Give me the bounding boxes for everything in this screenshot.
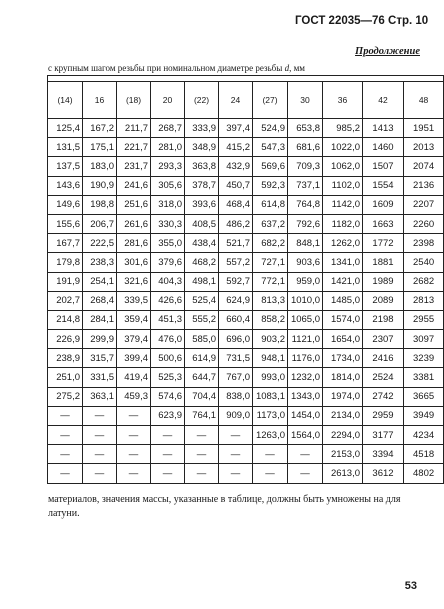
table-row <box>48 253 444 272</box>
caption-variable: d <box>284 63 290 73</box>
mass-table <box>47 75 444 484</box>
table-cell: 903,2 <box>253 330 288 349</box>
table-cell: 764,1 <box>185 406 219 425</box>
table-cell: — <box>117 406 151 425</box>
table-cell: 3949 <box>404 406 444 425</box>
table-cell: 2153,0 <box>323 445 363 464</box>
table-header-row <box>48 82 444 119</box>
table-row <box>48 330 444 349</box>
table-cell: 206,7 <box>83 214 117 233</box>
table-cell: — <box>219 445 253 464</box>
table-cell: 569,6 <box>253 157 288 176</box>
table-cell: 378,7 <box>185 176 219 195</box>
table-cell: — <box>83 464 117 483</box>
table-cell: — <box>83 426 117 445</box>
table-cell: 858,2 <box>253 310 288 329</box>
table-cell: — <box>83 445 117 464</box>
table-cell: 696,0 <box>219 330 253 349</box>
table-cell: — <box>83 406 117 425</box>
table-cell: 704,4 <box>185 387 219 406</box>
table-cell: 557,2 <box>219 253 253 272</box>
table-cell: 1574,0 <box>323 310 363 329</box>
table-row <box>48 195 444 214</box>
table-cell: 2198 <box>363 310 404 329</box>
table-cell: 1609 <box>363 195 404 214</box>
table-row <box>48 445 444 464</box>
table-cell: 585,0 <box>185 330 219 349</box>
table-cell: 355,0 <box>151 234 185 253</box>
table-cell: 521,7 <box>219 234 253 253</box>
table-cell: — <box>185 464 219 483</box>
table-cell: — <box>151 464 185 483</box>
table-cell: 2307 <box>363 330 404 349</box>
table-cell: 681,6 <box>288 138 323 157</box>
table-cell: 359,4 <box>117 310 151 329</box>
table-cell: 709,3 <box>288 157 323 176</box>
standard-number: ГОСТ 22035—76 <box>295 15 385 27</box>
table-cell: 251,0 <box>48 368 83 387</box>
table-cell: 143,6 <box>48 176 83 195</box>
table-cell: 2416 <box>363 349 404 368</box>
table-cell: 2260 <box>404 214 444 233</box>
table-cell: 3612 <box>363 464 404 483</box>
table-cell: 175,1 <box>83 138 117 157</box>
table-cell: 1022,0 <box>323 138 363 157</box>
table-cell: 948,1 <box>253 349 288 368</box>
column-header: (14) <box>48 82 83 119</box>
table-cell: 468,4 <box>219 195 253 214</box>
table-cell: 222,5 <box>83 234 117 253</box>
table-cell: — <box>151 445 185 464</box>
table-row <box>48 176 444 195</box>
table-cell: 737,1 <box>288 176 323 195</box>
table-cell: 202,7 <box>48 291 83 310</box>
table-cell: 1173,0 <box>253 406 288 425</box>
table-cell: 772,1 <box>253 272 288 291</box>
table-cell: 4518 <box>404 445 444 464</box>
table-cell: 459,3 <box>117 387 151 406</box>
table-cell: 2524 <box>363 368 404 387</box>
table-row <box>48 291 444 310</box>
table-cell: 1814,0 <box>323 368 363 387</box>
table-cell: 1102,0 <box>323 176 363 195</box>
table-cell: 281,0 <box>151 138 185 157</box>
table-row <box>48 464 444 483</box>
table-cell: 1485,0 <box>323 291 363 310</box>
table-cell: 731,5 <box>219 349 253 368</box>
table-cell: 985,2 <box>323 119 363 138</box>
table-cell: 498,1 <box>185 272 219 291</box>
table-cell: 281,6 <box>117 234 151 253</box>
table-cell: 348,9 <box>185 138 219 157</box>
table-cell: 2134,0 <box>323 406 363 425</box>
table-cell: 1554 <box>363 176 404 195</box>
table-cell: 2613,0 <box>323 464 363 483</box>
table-cell: — <box>117 426 151 445</box>
table-cell: 1989 <box>363 272 404 291</box>
column-header: 42 <box>363 82 404 119</box>
table-cell: 592,3 <box>253 176 288 195</box>
table-cell: 2294,0 <box>323 426 363 445</box>
table-cell: 1421,0 <box>323 272 363 291</box>
table-cell: — <box>117 445 151 464</box>
table-row <box>48 214 444 233</box>
table-cell: 3239 <box>404 349 444 368</box>
table-cell: 2955 <box>404 310 444 329</box>
table-cell: 238,9 <box>48 349 83 368</box>
table-cell: 1654,0 <box>323 330 363 349</box>
table-cell: 653,8 <box>288 119 323 138</box>
table-cell: 1083,1 <box>253 387 288 406</box>
caption-unit: , мм <box>289 63 305 73</box>
table-cell: 363,8 <box>185 157 219 176</box>
table-cell: 848,1 <box>288 234 323 253</box>
table-cell: 1182,0 <box>323 214 363 233</box>
table-cell: — <box>219 426 253 445</box>
table-cell: 1176,0 <box>288 349 323 368</box>
table-cell: 767,0 <box>219 368 253 387</box>
table-cell: 959,0 <box>288 272 323 291</box>
table-cell: 486,2 <box>219 214 253 233</box>
table-cell: 3665 <box>404 387 444 406</box>
table-cell: 1010,0 <box>288 291 323 310</box>
table-row <box>48 310 444 329</box>
table-cell: 2540 <box>404 253 444 272</box>
table-cell: 903,6 <box>288 253 323 272</box>
page-number: 53 <box>404 580 417 592</box>
table-cell: 1065,0 <box>288 310 323 329</box>
table-cell: 404,3 <box>151 272 185 291</box>
table-cell: 419,4 <box>117 368 151 387</box>
table-cell: 3394 <box>363 445 404 464</box>
table-cell: 155,6 <box>48 214 83 233</box>
table-cell: 476,0 <box>151 330 185 349</box>
table-cell: 268,7 <box>151 119 185 138</box>
document-header <box>295 15 429 27</box>
table-row <box>48 387 444 406</box>
table-cell: 231,7 <box>117 157 151 176</box>
table-cell: 792,6 <box>288 214 323 233</box>
table-cell: 1564,0 <box>288 426 323 445</box>
table-cell: 1454,0 <box>288 406 323 425</box>
table-cell: 3177 <box>363 426 404 445</box>
table-cell: 727,1 <box>253 253 288 272</box>
table-cell: 299,9 <box>83 330 117 349</box>
table-cell: 2682 <box>404 272 444 291</box>
table-cell: 305,6 <box>151 176 185 195</box>
table-cell: — <box>48 445 83 464</box>
table-cell: 764,8 <box>288 195 323 214</box>
table-cell: 331,5 <box>83 368 117 387</box>
table-cell: — <box>253 445 288 464</box>
table-cell: 214,8 <box>48 310 83 329</box>
table-cell: 275,2 <box>48 387 83 406</box>
table-cell: 438,4 <box>185 234 219 253</box>
table-cell: 333,9 <box>185 119 219 138</box>
table-cell: 1772 <box>363 234 404 253</box>
column-header: (18) <box>117 82 151 119</box>
table-cell: 379,6 <box>151 253 185 272</box>
table-cell: 3381 <box>404 368 444 387</box>
table-cell: 137,5 <box>48 157 83 176</box>
table-cell: 415,2 <box>219 138 253 157</box>
table-cell: 525,4 <box>185 291 219 310</box>
table-cell: 1413 <box>363 119 404 138</box>
table-caption <box>48 63 305 73</box>
table-cell: 191,9 <box>48 272 83 291</box>
table-cell: 1460 <box>363 138 404 157</box>
table-row <box>48 234 444 253</box>
table-cell: — <box>185 426 219 445</box>
table-cell: 399,4 <box>117 349 151 368</box>
table-cell: 149,6 <box>48 195 83 214</box>
table-cell: 301,6 <box>117 253 151 272</box>
table-cell: 3097 <box>404 330 444 349</box>
table-cell: 179,8 <box>48 253 83 272</box>
table-cell: 909,0 <box>219 406 253 425</box>
table-cell: 238,3 <box>83 253 117 272</box>
column-header: 30 <box>288 82 323 119</box>
table-cell: 623,9 <box>151 406 185 425</box>
table-cell: 524,9 <box>253 119 288 138</box>
table-cell: 993,0 <box>253 368 288 387</box>
column-header: (22) <box>185 82 219 119</box>
table-cell: 167,7 <box>48 234 83 253</box>
table-cell: 363,1 <box>83 387 117 406</box>
table-cell: 221,7 <box>117 138 151 157</box>
table-cell: 1341,0 <box>323 253 363 272</box>
table-cell: 2959 <box>363 406 404 425</box>
table-row <box>48 368 444 387</box>
column-header: 36 <box>323 82 363 119</box>
table-cell: 813,3 <box>253 291 288 310</box>
table-cell: 450,7 <box>219 176 253 195</box>
table-cell: 614,8 <box>253 195 288 214</box>
table-cell: 251,6 <box>117 195 151 214</box>
table-cell: 2742 <box>363 387 404 406</box>
table-row <box>48 138 444 157</box>
table-cell: 330,3 <box>151 214 185 233</box>
table-cell: 408,5 <box>185 214 219 233</box>
table-cell: — <box>288 464 323 483</box>
table-cell: 525,3 <box>151 368 185 387</box>
table-cell: 321,6 <box>117 272 151 291</box>
table-cell: 426,6 <box>151 291 185 310</box>
table-cell: 682,2 <box>253 234 288 253</box>
page-label: Стр. 10 <box>388 15 429 27</box>
table-cell: 2074 <box>404 157 444 176</box>
table-cell: — <box>219 464 253 483</box>
table-cell: 1121,0 <box>288 330 323 349</box>
table-cell: — <box>151 426 185 445</box>
table-cell: 614,9 <box>185 349 219 368</box>
table-cell: 2136 <box>404 176 444 195</box>
table-cell: 1232,0 <box>288 368 323 387</box>
table-cell: 574,6 <box>151 387 185 406</box>
table-cell: 190,9 <box>83 176 117 195</box>
table-cell: 226,9 <box>48 330 83 349</box>
table-cell: 1507 <box>363 157 404 176</box>
table-cell: 1881 <box>363 253 404 272</box>
table-row <box>48 157 444 176</box>
table-cell: 393,6 <box>185 195 219 214</box>
table-cell: 379,4 <box>117 330 151 349</box>
table-cell: 838,0 <box>219 387 253 406</box>
table-cell: 547,3 <box>253 138 288 157</box>
table-cell: — <box>48 464 83 483</box>
table-cell: 4234 <box>404 426 444 445</box>
table-cell: 4802 <box>404 464 444 483</box>
table-cell: 2207 <box>404 195 444 214</box>
table-cell: 293,3 <box>151 157 185 176</box>
table-cell: 268,4 <box>83 291 117 310</box>
continuation-label: Продолжение <box>355 46 420 57</box>
table-cell: — <box>48 426 83 445</box>
column-header: 20 <box>151 82 185 119</box>
table-row <box>48 272 444 291</box>
column-header: 24 <box>219 82 253 119</box>
table-cell: 1663 <box>363 214 404 233</box>
table-cell: — <box>185 445 219 464</box>
table-cell: 339,5 <box>117 291 151 310</box>
table-cell: 1142,0 <box>323 195 363 214</box>
column-header: (27) <box>253 82 288 119</box>
column-header: 16 <box>83 82 117 119</box>
table-cell: 2398 <box>404 234 444 253</box>
table-cell: 1263,0 <box>253 426 288 445</box>
table-cell: 644,7 <box>185 368 219 387</box>
table-cell: 2089 <box>363 291 404 310</box>
table-cell: 592,7 <box>219 272 253 291</box>
table-row <box>48 349 444 368</box>
table-cell: 397,4 <box>219 119 253 138</box>
table-cell: 451,3 <box>151 310 185 329</box>
table-cell: 2813 <box>404 291 444 310</box>
table-cell: 1262,0 <box>323 234 363 253</box>
table-cell: 500,6 <box>151 349 185 368</box>
column-header: 48 <box>404 82 444 119</box>
table-cell: 167,2 <box>83 119 117 138</box>
table-row <box>48 119 444 138</box>
table-cell: 1951 <box>404 119 444 138</box>
table-cell: 1062,0 <box>323 157 363 176</box>
table-cell: 2013 <box>404 138 444 157</box>
table-cell: 261,6 <box>117 214 151 233</box>
table-cell: 1974,0 <box>323 387 363 406</box>
table-cell: — <box>48 406 83 425</box>
table-cell: 131,5 <box>48 138 83 157</box>
table-cell: 241,6 <box>117 176 151 195</box>
table-cell: 315,7 <box>83 349 117 368</box>
table-cell: 183,0 <box>83 157 117 176</box>
table-cell: 468,2 <box>185 253 219 272</box>
table-cell: — <box>117 464 151 483</box>
table-cell: 211,7 <box>117 119 151 138</box>
table-cell: 637,2 <box>253 214 288 233</box>
table-cell: 624,9 <box>219 291 253 310</box>
table-cell: 1343,0 <box>288 387 323 406</box>
table-cell: 1734,0 <box>323 349 363 368</box>
table-cell: 555,2 <box>185 310 219 329</box>
footer-note: материалов, значения массы, указанные в таблице, должны быть умножены на для латуни. <box>48 494 401 519</box>
table-cell: 660,4 <box>219 310 253 329</box>
table-cell: — <box>288 445 323 464</box>
table-cell: 284,1 <box>83 310 117 329</box>
table-cell: 432,9 <box>219 157 253 176</box>
table-row <box>48 406 444 425</box>
table-cell: 254,1 <box>83 272 117 291</box>
table-cell: — <box>253 464 288 483</box>
table-cell: 125,4 <box>48 119 83 138</box>
caption-text: с крупным шагом резьбы при номинальном диаметре резьбы <box>48 63 285 73</box>
table-cell: 198,8 <box>83 195 117 214</box>
table-cell: 318,0 <box>151 195 185 214</box>
table-body <box>48 119 444 484</box>
table-row <box>48 426 444 445</box>
